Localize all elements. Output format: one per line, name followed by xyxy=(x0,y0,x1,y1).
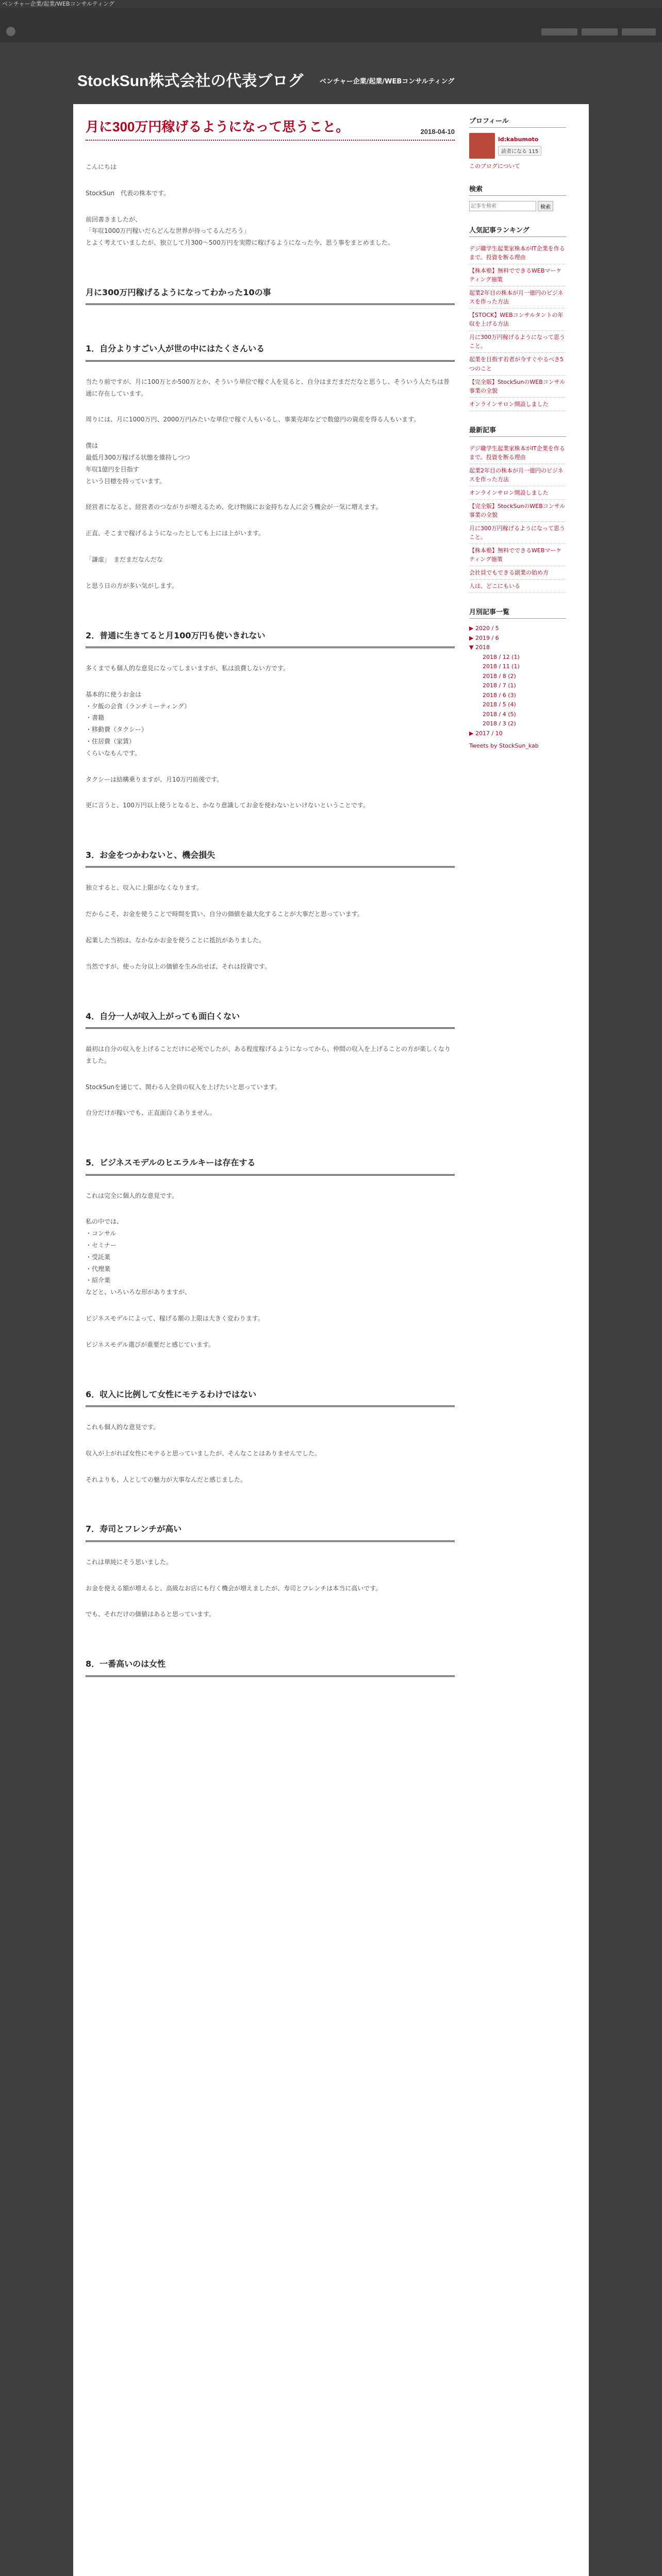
toc-heading: 月に300万円稼げるようになってわかった10の事 xyxy=(86,285,455,305)
section-heading: 1．自分よりすごい人が世の中にはたくさんいる xyxy=(86,341,455,361)
section-paragraph: 周りには、月に1000万円、2000万円みたいな単位で稼ぐ人もいるし、事業売却などで数億円の資産を得る人もいます。 xyxy=(86,416,420,423)
ranking-item[interactable]: 【完全版】StockSunのWEBコンサル事業の全貌 xyxy=(469,376,566,398)
section-paragraph: これも個人的な意見です。 xyxy=(86,1423,160,1431)
page-container xyxy=(73,104,589,2576)
archive-item[interactable]: ▶ 2020 / 5 xyxy=(469,625,499,632)
follow-button[interactable] xyxy=(498,146,541,156)
follow-label: 読者になる xyxy=(501,149,527,155)
section-paragraph: ビジネスモデルによって、稼げる額の上限は大きく変わります。 xyxy=(86,1315,264,1323)
section-paragraph: 最初は自分の収入を上げることだけに必死でしたが、ある程度稼げるようになってから、仲間の収入を上げることの方が楽しくなりました。 xyxy=(86,1045,451,1064)
ranking-list xyxy=(469,242,566,411)
archive-item[interactable]: 2018 / 5 (4) xyxy=(483,701,516,708)
intro-paragraph: StockSun 代表の株本です。 xyxy=(86,189,170,197)
article-title[interactable]: 月に300万円稼げるようになって思うこと。 xyxy=(86,119,350,134)
archive-item[interactable]: 2018 / 11 (1) xyxy=(483,663,520,670)
recent-item[interactable]: 【株本塾】無料でできるWEBマーケティング施策 xyxy=(469,544,566,566)
section-paragraph: 私の中では、 ・コンサル ・セミナー ・受託業 ・代理業 ・紹介業 などと、いろいろな形がありますが、 xyxy=(86,1218,191,1296)
section-paragraph: 自分だけが稼いでも、正直面白くありません。 xyxy=(86,1109,216,1117)
section-heading: 8．一番高いのは女性 xyxy=(86,1656,455,1676)
profile-id[interactable]: id:kabumoto xyxy=(498,136,539,143)
recent-item[interactable]: オンラインサロン開設しました xyxy=(469,486,566,500)
section-heading: 2．普通に生きてると月100万円も使いきれない xyxy=(86,628,455,648)
sidebar xyxy=(465,104,573,749)
hatena-logo-icon[interactable] xyxy=(6,27,15,36)
section-paragraph: 収入が上がれば女性にモテると思っていましたが、そんなことはありませんでした。 xyxy=(86,1449,321,1457)
search-heading: 検索 xyxy=(469,183,566,196)
archive-list xyxy=(469,624,566,738)
blog-header xyxy=(73,42,589,104)
article-date[interactable]: 2018-04-10 xyxy=(420,128,455,135)
recent-list xyxy=(469,442,566,594)
recent-heading: 最新記事 xyxy=(469,425,566,437)
section-paragraph: 当然ですが、使った分以上の価値を生み出せば、それは投資です。 xyxy=(86,962,271,970)
section-heading: 3．お金をつかわないと、機会損失 xyxy=(86,848,455,868)
ranking-item[interactable]: 月に300万円稼げるようになって思うこと。 xyxy=(469,331,566,353)
search-box xyxy=(469,201,566,211)
section-paragraph: 僕は 最低月300万稼げる状態を維持しつつ 年収1億円を目指す という目標を持っています。 xyxy=(86,442,190,485)
archive-item[interactable]: 2018 / 8 (2) xyxy=(483,672,516,680)
section-paragraph: 起業した当初は、なかなかお金を使うことに抵抗がありました。 xyxy=(86,937,266,944)
article-main xyxy=(73,104,465,1691)
archive-item[interactable]: ▶ 2019 / 6 xyxy=(469,634,499,641)
top-bar-text: ベンチャー企業/起業/WEBコンサルティング xyxy=(2,1,114,7)
section-paragraph: お金を使える額が増えると、高級なお店にも行く機会が増えましたが、寿司とフレンチは本当に高いです。 xyxy=(86,1584,382,1592)
archive-item[interactable]: 2018 / 4 (5) xyxy=(483,710,516,718)
section-paragraph: 多くまでも個人的な意見になってしまいますが、私は浪費しない方です。 xyxy=(86,664,290,672)
ranking-item[interactable]: デジ職学生起業家株本がIT企業を作るまで。投資を断る理由 xyxy=(469,242,566,264)
article-body xyxy=(86,161,455,1677)
ranking-item[interactable]: オンラインサロン開設しました xyxy=(469,398,566,411)
archive-item[interactable]: ▶ 2017 / 10 xyxy=(469,730,503,737)
hatena-navbar xyxy=(0,8,662,42)
archive-item[interactable]: 2018 / 12 (1) xyxy=(483,653,520,660)
ranking-item[interactable]: 【株本塾】無料でできるWEBマーケティング施策 xyxy=(469,264,566,286)
recent-item[interactable]: 会社員でもできる副業の始め方 xyxy=(469,566,566,580)
section-paragraph: だからこそ、お金を使うことで時間を買い、自分の価値を最大化することが大事だと思っています。 xyxy=(86,910,363,918)
section-paragraph: と思う日の方が多い気がします。 xyxy=(86,582,178,589)
intro-paragraph: こんにちは xyxy=(86,163,117,171)
section-paragraph: それよりも、人としての魅力が大事なんだと感じました。 xyxy=(86,1476,247,1483)
recent-item[interactable]: 人は、どこにもいる xyxy=(469,580,566,593)
profile-heading: プロフィール xyxy=(469,115,566,128)
section-paragraph: 「謙虚」 まだまだなんだな xyxy=(86,555,163,563)
archive-item[interactable]: 2018 / 3 (2) xyxy=(483,720,516,727)
section-paragraph: タクシーは結構乗りますが、月10万円前後です。 xyxy=(86,775,223,783)
section-heading: 6．収入に比例して女性にモテるわけではない xyxy=(86,1387,455,1407)
blog-description: ベンチャー企業/起業/WEBコンサルティング xyxy=(320,78,455,86)
ranking-item[interactable]: 起業2年目の株本が月一億円のビジネスを作った方法 xyxy=(469,286,566,309)
section-heading: 5．ビジネスモデルのヒエラルキーは存在する xyxy=(86,1155,455,1175)
global-top-bar xyxy=(0,0,662,8)
archive-heading: 月別記事一覧 xyxy=(469,606,566,619)
archive-item[interactable]: 2018 / 7 (1) xyxy=(483,682,516,689)
avatar[interactable] xyxy=(469,133,495,159)
follow-count: 115 xyxy=(528,149,539,155)
section-paragraph: これは単純にそう思いました。 xyxy=(86,1558,173,1566)
search-input[interactable] xyxy=(469,201,536,211)
recent-item[interactable]: 月に300万円稼げるようになって思うこと。 xyxy=(469,522,566,544)
section-paragraph: 更に言うと、100万円以上使うとなると、かなり意識してお金を使わないといけないということです。 xyxy=(86,802,369,809)
section-paragraph: 独立すると、収入に上限がなくなります。 xyxy=(86,884,203,892)
intro-paragraph: 前回書きましたが、 「年収1000万円稼いだらどんな世界が待ってるんだろう」 とよく考えていましたが、独立して月300〜500万円を実際に稼げるようになった今、思う事をまとめました。 xyxy=(86,215,394,247)
archive-item[interactable]: 2018 / 6 (3) xyxy=(483,691,516,699)
nav-login-button[interactable] xyxy=(582,28,618,36)
section-paragraph: 正直、そこまで稼げるようになったとしても上には上がいます。 xyxy=(86,530,265,537)
section-paragraph: これは完全に個人的な意見です。 xyxy=(86,1192,178,1199)
blog-title[interactable]: StockSun株式会社の代表ブログ xyxy=(77,73,304,90)
recent-item[interactable]: 起業2年目の株本が月一億円のビジネスを作った方法 xyxy=(469,464,566,486)
ranking-item[interactable]: 起業を目指す若者が今すぐやるべき5つのこと xyxy=(469,353,566,375)
search-button[interactable]: 検索 xyxy=(538,201,553,211)
section-paragraph: 経営者になると、経営者のつながりが増えるため、化け物級にお金持ちな人に会う機会が一気に増えます。 xyxy=(86,503,382,511)
recent-item[interactable]: 【完全版】StockSunのWEBコンサル事業の全貌 xyxy=(469,500,566,522)
profile-block xyxy=(469,133,566,159)
section-heading: 4．自分一人が収入上がっても面白くない xyxy=(86,1009,455,1029)
about-link[interactable]: このブログについて xyxy=(469,163,520,170)
ranking-item[interactable]: 【STOCK】WEBコンサルタントの年収を上げる方法 xyxy=(469,309,566,331)
recent-item[interactable]: デジ職学生起業家株本がIT企業を作るまで。投資を断る理由 xyxy=(469,442,566,464)
section-paragraph: StockSunを通じて、関わる人全員の収入を上げたいと思っています。 xyxy=(86,1083,281,1091)
article-title-row xyxy=(86,116,455,141)
section-paragraph: でも、それだけの価値はあると思っています。 xyxy=(86,1611,216,1618)
nav-search-button[interactable] xyxy=(541,28,577,36)
section-paragraph: 当たり前ですが、月に100万とか500万とか、そういう単位で稼ぐ人を見ると、自分はまだまだだなと思うし、そういう人たちは普通に存在しています。 xyxy=(86,378,450,397)
section-paragraph: ビジネスモデル選びが重要だと感じています。 xyxy=(86,1341,215,1348)
twitter-link[interactable]: Tweets by StockSun_kab xyxy=(469,742,539,750)
ranking-heading: 人気記事ランキング xyxy=(469,225,566,237)
section-heading: 7．寿司とフレンチが高い xyxy=(86,1521,455,1541)
archive-item[interactable]: ▼ 2018 xyxy=(469,644,490,651)
nav-signup-button[interactable] xyxy=(622,28,656,36)
section-paragraph: 基本的に使うお金は ・夕飯の会食（ランチミーティング） ・書籍 ・移動費（タクシー） ・住居費（家賃） くらいなもんです。 xyxy=(86,690,191,757)
